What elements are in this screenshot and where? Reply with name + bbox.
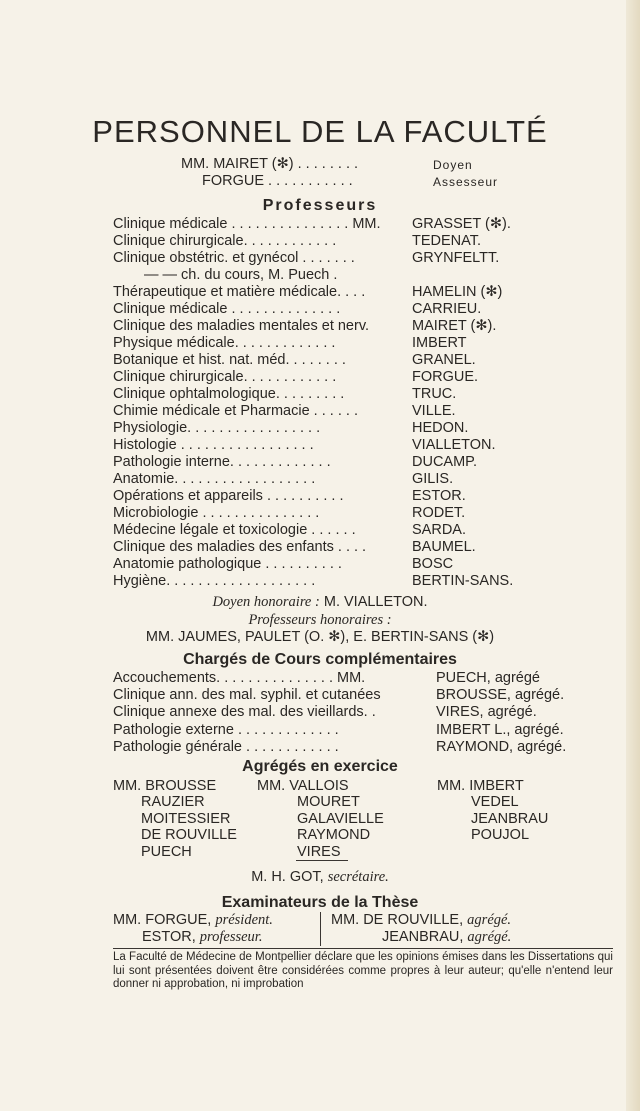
- professeur-chair: Anatomie. . . . . . . . . . . . . . . . . .: [113, 471, 316, 487]
- professeur-name: HAMELIN (✻): [412, 284, 503, 300]
- professeur-name: BAUMEL.: [412, 539, 476, 555]
- secretaire-name: M. H. GOT,: [251, 869, 324, 885]
- professeur-name: MAIRET (✻).: [412, 318, 497, 334]
- professeur-chair: Clinique des maladies mentales et nerv.: [113, 318, 370, 334]
- agrege-name: DE ROUVILLE: [141, 827, 237, 843]
- professeur-chair: Physiologie. . . . . . . . . . . . . . . . .: [113, 420, 321, 436]
- professeur-name: GRANEL.: [412, 352, 476, 368]
- agrege-name: MOITESSIER: [141, 811, 231, 827]
- professeur-chair: Thérapeutique et matière médicale. . . .: [113, 284, 366, 300]
- professeur-chair: Clinique médicale . . . . . . . . . . . . . . . MM.: [113, 216, 381, 232]
- secretaire-role: secrétaire.: [327, 869, 389, 885]
- professeur-name: BERTIN-SANS.: [412, 573, 514, 589]
- professeur-chair: Clinique obstétric. et gynécol . . . . . . .: [113, 250, 355, 266]
- professeur-chair: Clinique ophtalmologique. . . . . . . . .: [113, 386, 345, 402]
- professeur-name: CARRIEU.: [412, 301, 482, 317]
- agrege-name: RAYMOND: [297, 827, 371, 843]
- professeur-chair: Clinique chirurgicale. . . . . . . . . . . .: [113, 369, 337, 385]
- charge-course: Clinique ann. des mal. syphil. et cutanées: [113, 687, 381, 703]
- professeur-chair: Médecine légale et toxicologie . . . . . .: [113, 522, 356, 538]
- agrege-name: GALAVIELLE: [297, 811, 384, 827]
- agrege-name: RAUZIER: [141, 794, 205, 810]
- professeur-name: ESTOR.: [412, 488, 466, 504]
- examinateur-agrege-1-role: agrégé.: [467, 912, 512, 928]
- professeur-chair: Pathologie interne. . . . . . . . . . . . .: [113, 454, 331, 470]
- examinateur-agrege-2-name: JEANBRAU,: [382, 929, 464, 945]
- charge-course: Accouchements. . . . . . . . . . . . . . . MM.: [113, 670, 366, 686]
- charge-course: Pathologie générale . . . . . . . . . . . .: [113, 739, 339, 755]
- examinateur-professeur-name: ESTOR,: [142, 929, 196, 945]
- examinateur-agrege-1-name: MM. DE ROUVILLE,: [331, 912, 464, 928]
- charge-name: PUECH, agrégé: [436, 670, 540, 686]
- charges-heading: Chargés de Cours complémentaires: [183, 651, 457, 668]
- officer-assesseur-role: Assesseur: [433, 175, 499, 189]
- note-rule: [113, 948, 613, 949]
- doyen-honoraire: [0, 594, 640, 611]
- professeur-chair: Opérations et appareils . . . . . . . . . .: [113, 488, 344, 504]
- agrege-name: MOURET: [297, 794, 360, 810]
- secretaire-line: [0, 869, 640, 886]
- page-title: PERSONNEL DE LA FACULTÉ: [92, 114, 548, 149]
- professeur-name: BOSC: [412, 556, 454, 572]
- professeur-chair: Clinique des maladies des enfants . . . .: [113, 539, 367, 555]
- officer-doyen-name: MM. MAIRET (✻) . . . . . . . .: [181, 156, 359, 172]
- charge-name: VIRES, agrégé.: [436, 704, 537, 720]
- examinateur-professeur: [142, 929, 262, 946]
- professeur-chair: — — ch. du cours, M. Puech .: [144, 267, 338, 283]
- professeur-name: TEDENAT.: [412, 233, 482, 249]
- agrege-name: VEDEL: [471, 794, 519, 810]
- doyen-honoraire-name: M. VIALLETON.: [323, 594, 428, 610]
- examinateur-agrege-2: [382, 929, 511, 946]
- charge-name: IMBERT L., agrégé.: [436, 722, 564, 738]
- faculty-disclaimer: La Faculté de Médecine de Montpellier déclare que les opinions émises dans les Dissertations qui lui sont présentées doivent être considérées comme propres à leur auteur; qu'elle n'entend leur donner ni approbation, ni improbation: [113, 951, 613, 990]
- prof-honoraires-label: Professeurs honoraires :: [248, 612, 392, 628]
- professeur-chair: Hygiène. . . . . . . . . . . . . . . . . . .: [113, 573, 316, 589]
- page-edge: [626, 0, 640, 1111]
- professeur-chair: Anatomie pathologique . . . . . . . . . .: [113, 556, 342, 572]
- agrege-name: POUJOL: [471, 827, 530, 843]
- examinateur-president-role: président.: [215, 912, 273, 928]
- agrege-name: VIRES: [297, 844, 341, 860]
- professeur-name: GILIS.: [412, 471, 454, 487]
- charge-name: RAYMOND, agrégé.: [436, 739, 567, 755]
- professeur-chair: Histologie . . . . . . . . . . . . . . . . .: [113, 437, 314, 453]
- professeur-name: VIALLETON.: [412, 437, 496, 453]
- examinateur-president-name: MM. FORGUE,: [113, 912, 212, 928]
- professeur-chair: Microbiologie . . . . . . . . . . . . . . .: [113, 505, 320, 521]
- officer-assesseur-name: FORGUE . . . . . . . . . . .: [202, 173, 353, 189]
- examinateurs-heading: Examinateurs de la Thèse: [221, 894, 419, 911]
- examinateur-agrege-1: [331, 912, 511, 929]
- professeur-name: GRASSET (✻).: [412, 216, 511, 232]
- charge-course: Clinique annexe des mal. des vieillards. .: [113, 704, 376, 720]
- agrege-name: JEANBRAU: [471, 811, 549, 827]
- professeur-name: RODET.: [412, 505, 466, 521]
- professeur-chair: Chimie médicale et Pharmacie . . . . . .: [113, 403, 358, 419]
- professeur-chair: Physique médicale. . . . . . . . . . . . .: [113, 335, 336, 351]
- professeur-name: DUCAMP.: [412, 454, 477, 470]
- officer-doyen-role: Doyen: [433, 158, 473, 172]
- professeur-name: IMBERT: [412, 335, 467, 351]
- examinateur-president: [113, 912, 273, 929]
- professeur-name: HEDON.: [412, 420, 469, 436]
- professeur-name: FORGUE.: [412, 369, 479, 385]
- examinateur-professeur-role: professeur.: [199, 929, 263, 945]
- agreges-heading: Agrégés en exercice: [242, 758, 398, 775]
- charge-course: Pathologie externe . . . . . . . . . . . . .: [113, 722, 339, 738]
- professeur-name: VILLE.: [412, 403, 456, 419]
- professeurs-heading: Professeurs: [262, 197, 378, 214]
- professeur-name: SARDA.: [412, 522, 466, 538]
- professeur-name: TRUC.: [412, 386, 457, 402]
- prof-honoraires-names: MM. JAUMES, PAULET (O. ✻), E. BERTIN-SANS (✻): [145, 629, 495, 645]
- agrege-name: MM. IMBERT: [437, 778, 524, 794]
- doyen-honoraire-label: Doyen honoraire :: [212, 594, 320, 610]
- agrege-name: MM. VALLOIS: [257, 778, 349, 794]
- agrege-name: MM. BROUSSE: [113, 778, 217, 794]
- professeur-chair: Clinique chirurgicale. . . . . . . . . . . .: [113, 233, 337, 249]
- agrege-name: PUECH: [141, 844, 192, 860]
- professeur-chair: Botanique et hist. nat. méd. . . . . . . .: [113, 352, 346, 368]
- charge-name: BROUSSE, agrégé.: [436, 687, 565, 703]
- professeur-name: GRYNFELTT.: [412, 250, 500, 266]
- examinateur-agrege-2-role: agrégé.: [467, 929, 512, 945]
- examinateurs-divider: [320, 912, 321, 946]
- professeur-chair: Clinique médicale . . . . . . . . . . . . . .: [113, 301, 341, 317]
- agreges-rule: [296, 860, 348, 861]
